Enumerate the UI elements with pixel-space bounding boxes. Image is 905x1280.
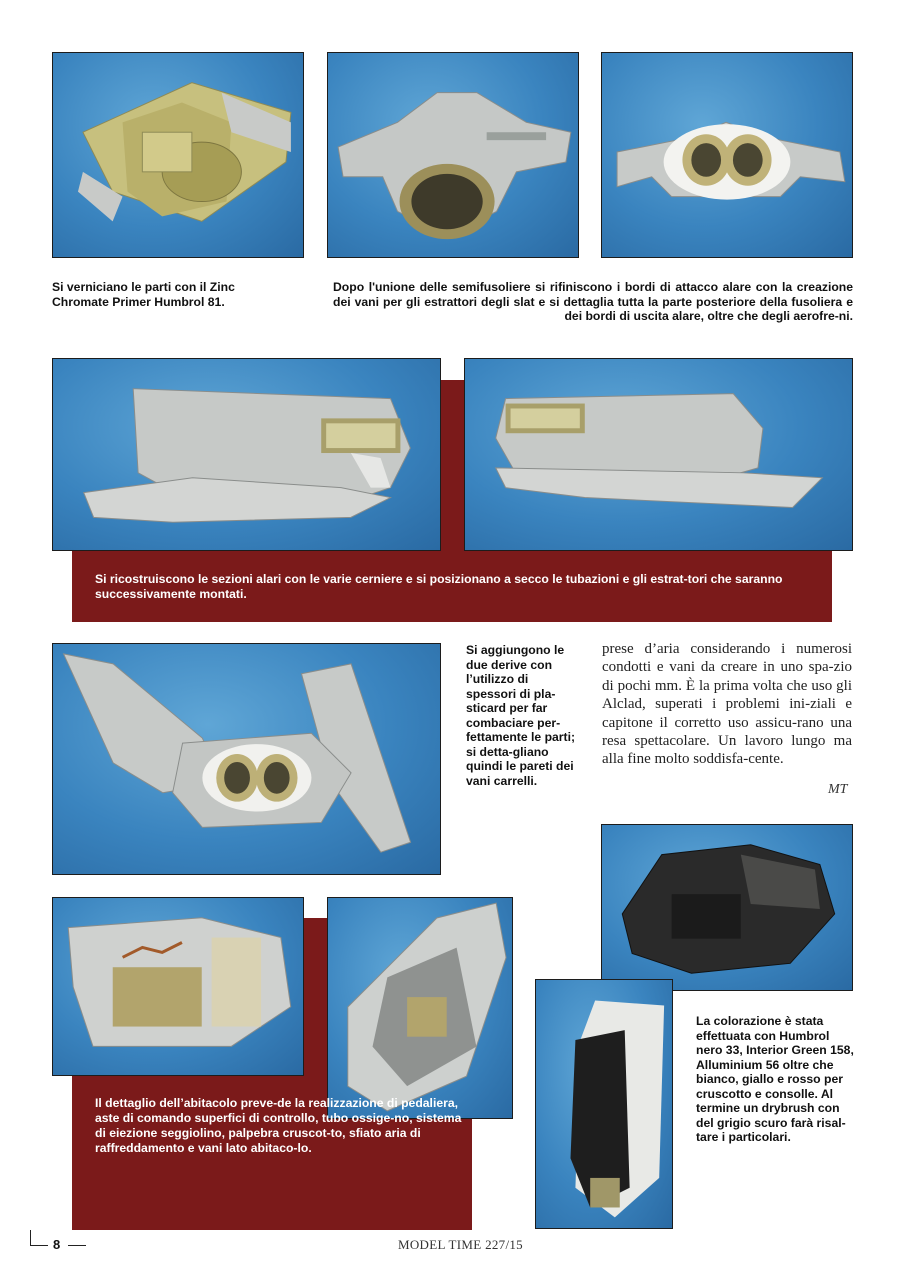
wing-left-illustration (53, 359, 440, 550)
footer-rule-bottom (30, 1245, 48, 1246)
photo-fins (52, 643, 441, 875)
caption-primer: Si verniciano le parti con il Zinc Chromate Primer Humbrol 81. (52, 280, 235, 309)
photo-cockpit-detail (52, 897, 304, 1076)
fuselage-rear-illustration (328, 53, 578, 257)
article-body: prese d’aria considerando i numerosi condotti e vani da creare in uno spa-zio di pochi mm. È la prima volta che uso gli Alclad, superati i problemi ini-ziali e capitone il corretto uso assicu-rano una resa spettacolare. Un lavoro lungo ma alla fine molto soddisfa-cente. (602, 641, 852, 768)
footer-rule-left (30, 1230, 31, 1246)
cockpit-black-illustration (602, 825, 852, 990)
cockpit-tub-illustration (536, 980, 672, 1228)
caption-fuselage: Dopo l'unione delle semifusoliere si rifiniscono i bordi di attacco alare con la creazione dei vani per gli estrattori degli slat e si dettaglia tutta la parte posteriore della fusoliera e dei bordi di uscita alare, oltre che degli aerofre-ni. (333, 280, 853, 323)
photo-cockpit-black (601, 824, 853, 991)
caption-fins: Si aggiungono le due derive con l’utilizzo di spessori di pla-sticard per far combaciare per-fettamente le parti; si detta-gliano quindi le pareti dei vani carrelli. (466, 643, 576, 788)
photo-cockpit-tub (535, 979, 673, 1229)
photo-intakes-front (601, 52, 853, 258)
photo-cockpit-side (327, 897, 513, 1119)
fins-illustration (53, 644, 440, 874)
photo-fuselage-rear (327, 52, 579, 258)
caption-painting: La colorazione è stata effettuata con Humbrol nero 33, Interior Green 158, Alluminium 56 oltre che bianco, giallo e rosso per cruscotto e consolle. Al termine un drybrush con del grigio scuro farà risal-tare i particolari. (696, 1014, 854, 1144)
cockpit-side-illustration (328, 898, 512, 1118)
photo-primed-parts (52, 52, 304, 258)
footer-rule-right (68, 1245, 86, 1246)
intakes-front-illustration (602, 53, 852, 257)
page-number: 8 (53, 1237, 61, 1252)
primed-parts-illustration (53, 53, 303, 257)
caption-cockpit: Il dettaglio dell’abitacolo preve-de la realizzazione di pedaliera, aste di comando superfici di controllo, tubo ossige-no, sistema di eiezione seggiolino, palpebra cruscot-to, sfiato aria di raffreddamento e vani lato abitaco-lo. (95, 1096, 462, 1155)
cockpit-detail-illustration (53, 898, 303, 1075)
photo-wing-right (464, 358, 853, 551)
wing-right-illustration (465, 359, 852, 550)
caption-wings: Si ricostruiscono le sezioni alari con le varie cerniere e si posizionano a secco le tubazioni e gli estrat-tori che saranno successivamente montati. (95, 572, 783, 601)
author-signature: MT (828, 782, 848, 797)
magazine-issue: MODEL TIME 227/15 (398, 1237, 523, 1252)
photo-wing-left (52, 358, 441, 551)
